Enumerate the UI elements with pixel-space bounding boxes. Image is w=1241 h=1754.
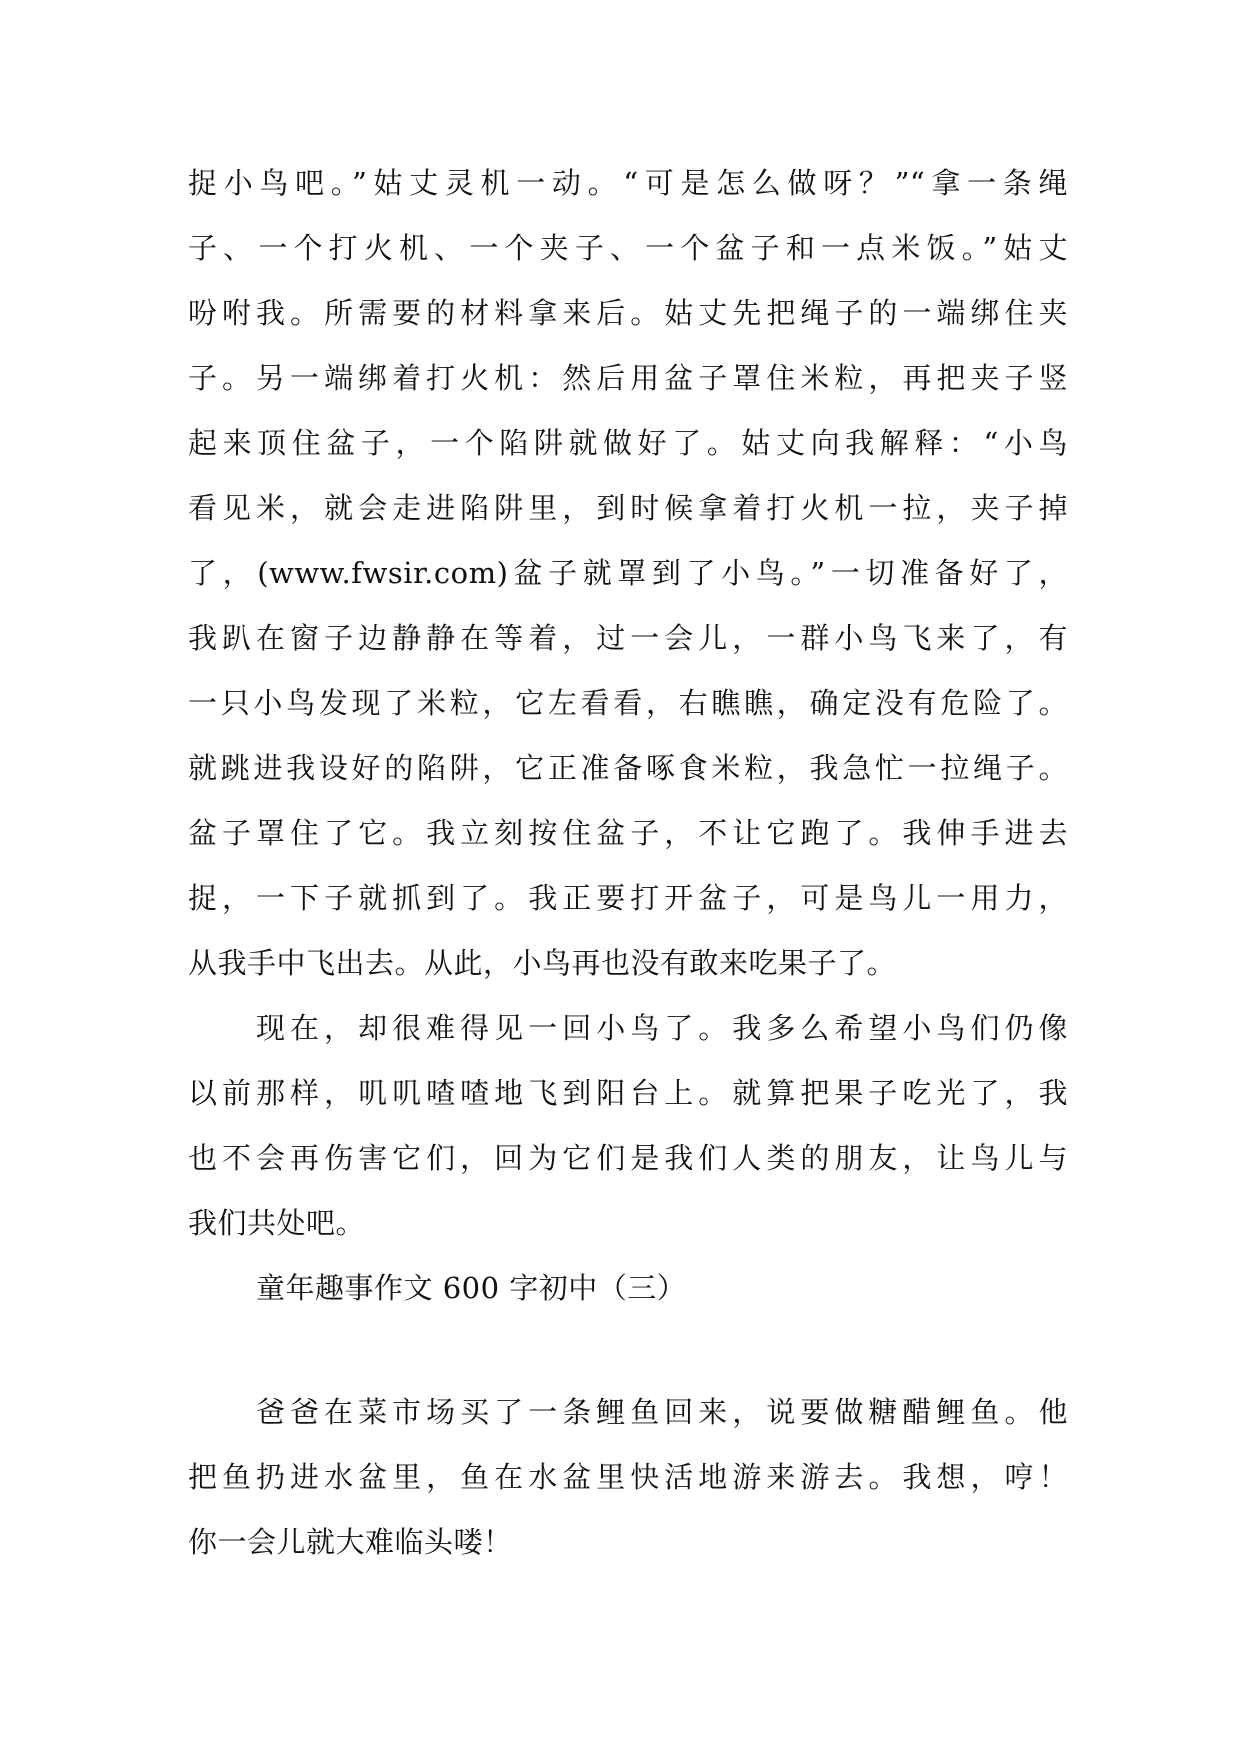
paragraph-bird-trap [188, 151, 1068, 996]
paragraph-line: 盆子罩住了它。我立刻按住盆子，不让它跑了。我伸手进去 [188, 816, 1068, 850]
paragraph-line: 起来顶住盆子，一个陷阱就做好了。姑丈向我解释：“小鸟 [188, 426, 1068, 460]
paragraph-line: 吩咐我。所需要的材料拿来后。姑丈先把绳子的一端绑住夹 [188, 296, 1068, 330]
paragraph-line: 也不会再伤害它们，回为它们是我们人类的朋友，让鸟儿与 [188, 1141, 1068, 1175]
paragraph-line: 就跳进我设好的陷阱，它正准备啄食米粒，我急忙一拉绳子。 [188, 751, 1068, 785]
paragraph-line: 子。另一端绑着打火机：然后用盆子罩住米粒，再把夹子竖 [188, 361, 1068, 395]
paragraph-line: 以前那样，叽叽喳喳地飞到阳台上。就算把果子吃光了，我 [188, 1076, 1068, 1110]
paragraph-line: 子、一个打火机、一个夹子、一个盆子和一点米饭。”姑丈 [188, 231, 1068, 265]
paragraph-line: 了，(www.fwsir.com)盆子就罩到了小鸟。”一切准备好了， [188, 556, 1068, 590]
paragraph-line: 我趴在窗子边静静在等着，过一会儿，一群小鸟飞来了，有 [188, 621, 1068, 655]
section-heading-text: 童年趣事作文 600 字初中（三） [256, 1271, 687, 1305]
paragraph-line: 现在，却很难得见一回小鸟了。我多么希望小鸟们仍像 [256, 1011, 1068, 1045]
paragraph-line: 捉小鸟吧。”姑丈灵机一动。“可是怎么做呀？”“拿一条绳 [188, 166, 1068, 200]
paragraph-line: 一只小鸟发现了米粒，它左看看，右瞧瞧，确定没有危险了。 [188, 686, 1068, 720]
paragraph-line: 我们共处吧。 [188, 1206, 366, 1240]
paragraph-line: 爸爸在菜市场买了一条鲤鱼回来，说要做糖醋鲤鱼。他 [256, 1395, 1068, 1429]
paragraph-line: 把鱼扔进水盆里，鱼在水盆里快活地游来游去。我想，哼！ [188, 1460, 1068, 1494]
section-heading [188, 1256, 1068, 1321]
paragraph-line: 看见米，就会走进陷阱里，到时候拿着打火机一拉，夹子掉 [188, 491, 1068, 525]
paragraph-line: 从我手中飞出去。从此，小鸟再也没有敢来吃果子了。 [188, 946, 897, 980]
paragraph-line: 捉，一下子就抓到了。我正要打开盆子，可是鸟儿一用力， [188, 881, 1068, 915]
paragraph-line: 你一会儿就大难临头喽！ [188, 1525, 513, 1559]
paragraph-carp [188, 1380, 1068, 1575]
paragraph-birds-now [188, 996, 1068, 1256]
